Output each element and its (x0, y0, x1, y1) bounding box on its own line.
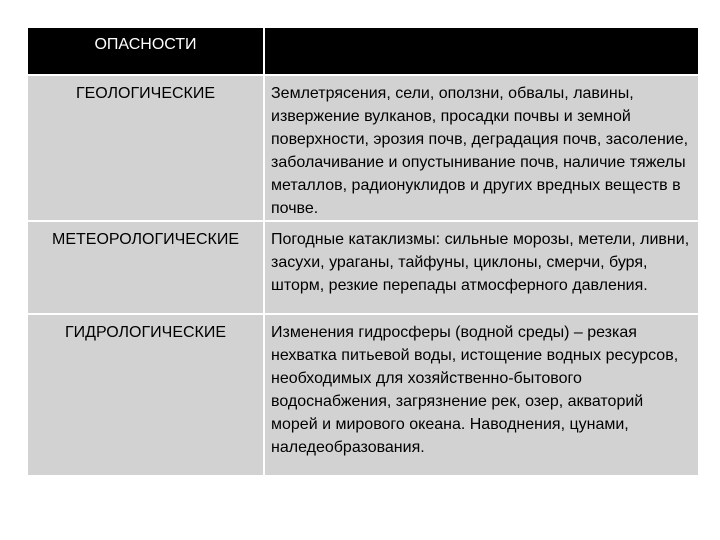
row-category-hydrological: ГИДРОЛОГИЧЕСКИЕ (28, 314, 264, 475)
table-row (28, 314, 698, 475)
row-description-meteorological: Погодные катаклизмы: сильные морозы, метели, ливни, засухи, ураганы, тайфуны, циклоны, смерчи, буря, шторм, резкие перепады атмосферного давления. (264, 221, 698, 314)
row-category-meteorological: МЕТЕОРОЛОГИЧЕСКИЕ (28, 221, 264, 314)
table-row (28, 75, 698, 221)
row-description-geological: Землетрясения, сели, оползни, обвалы, лавины, извержение вулканов, просадки почвы и земной поверхности, эрозия почв, деградация почв, засоление, заболачивание и опустынивание почв, наличие тяжелы металлов, радионуклидов и других вредных веществ в почве. (264, 75, 698, 221)
header-description (264, 28, 698, 75)
row-description-hydrological: Изменения гидросферы (водной среды) – резкая нехватка питьевой воды, истощение водных ресурсов, необходимых для хозяйственно-бытового водоснабжения, загрязнение рек, озер, акваторий морей и мирового океана. Наводнения, цунами, наледеобразования. (264, 314, 698, 475)
table-header-row (28, 28, 698, 75)
header-hazards: ОПАСНОСТИ (28, 28, 264, 75)
hazards-table (28, 28, 698, 475)
row-category-geological: ГЕОЛОГИЧЕСКИЕ (28, 75, 264, 221)
table-row (28, 221, 698, 314)
